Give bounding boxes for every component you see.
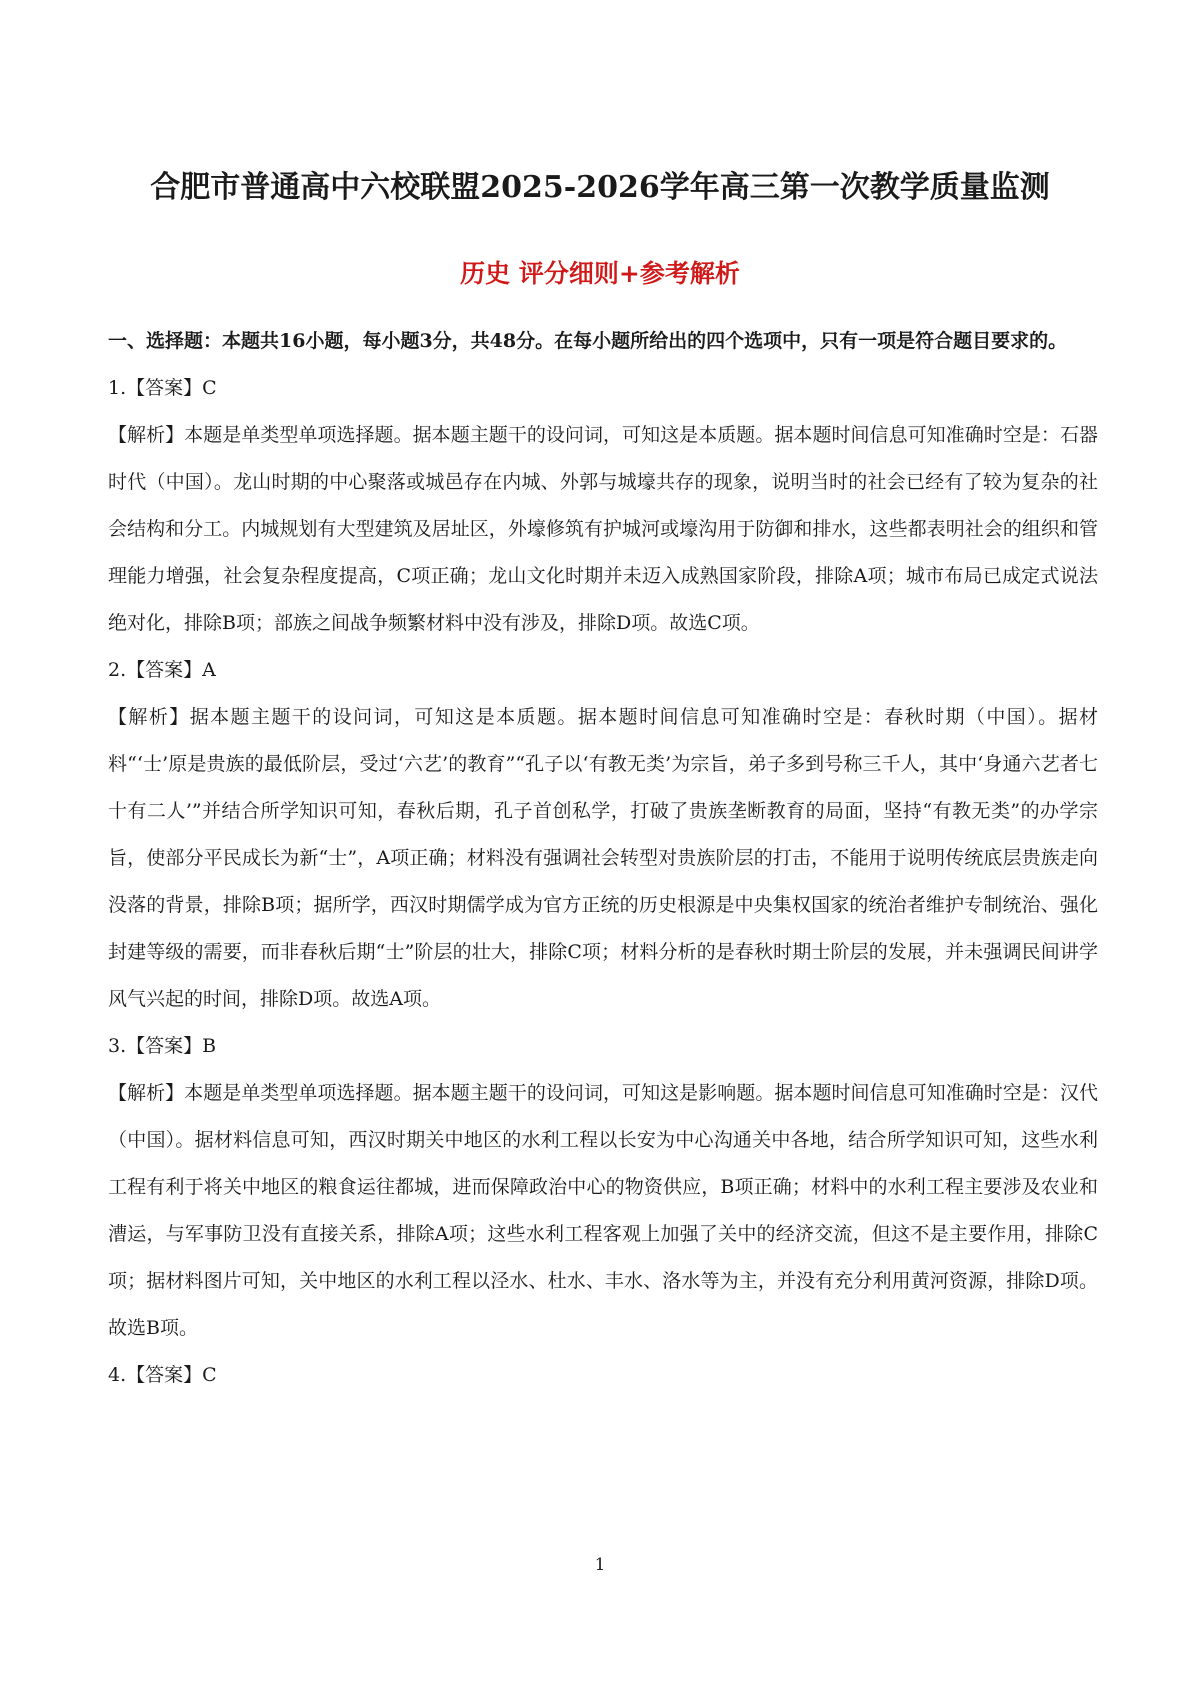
question-1-analysis: 【解析】本题是单类型单项选择题。据本题主题干的设问词，可知这是本质题。据本题时间信息可知准确时空是：石器时代（中国）。龙山时期的中心聚落或城邑存在内城、外郭与城壕共存的现象，说明当时的社会已经有了较为复杂的社会结构和分工。内城规划有大型建筑及居址区，外壕修筑有护城河或壕沟用于防御和排水，这些都表明社会的组织和管理能力增强，社会复杂程度提高，C项正确；龙山文化时期并未迈入成熟国家阶段，排除A项；城市布局已成定式说法绝对化，排除B项；部族之间战争频繁材料中没有涉及，排除D项。故选C项。 [108, 424, 1098, 634]
page-number: 1 [594, 1555, 606, 1575]
section-heading: 一、选择题：本题共16小题，每小题3分，共48分。在每小题所给出的四个选项中，只有一项是符合题目要求的。 [108, 330, 1068, 352]
question-2-answer: 2.【答案】A [108, 659, 216, 681]
question-1-answer: 1.【答案】C [108, 377, 217, 399]
page-title: 合肥市普通高中六校联盟2025-2026学年高三第一次教学质量监测 [150, 170, 1050, 205]
question-3-answer: 3.【答案】B [108, 1035, 217, 1057]
question-2-analysis: 【解析】据本题主题干的设问词，可知这是本质题。据本题时间信息可知准确时空是：春秋时期（中国）。据材料“‘士’原是贵族的最低阶层，受过‘六艺’的教育”“孔子以‘有教无类’为宗旨，弟子多到号称三千人，其中‘身通六艺者七十有二人’”并结合所学知识可知，春秋后期，孔子首创私学，打破了贵族垄断教育的局面，坚持“有教无类”的办学宗旨，使部分平民成长为新“士”，A项正确；材料没有强调社会转型对贵族阶层的打击，不能用于说明传统底层贵族走向没落的背景，排除B项；据所学，西汉时期儒学成为官方正统的历史根源是中央集权国家的统治者维护专制统治、强化封建等级的需要，而非春秋后期“士”阶层的壮大，排除C项；材料分析的是春秋时期士阶层的发展，并未强调民间讲学风气兴起的时间，排除D项。故选A项。 [108, 706, 1098, 1010]
document-body [108, 318, 1098, 1399]
page-subtitle: 历史 评分细则+参考解析 [460, 259, 740, 288]
question-4-answer: 4.【答案】C [108, 1364, 217, 1386]
question-3-analysis: 【解析】本题是单类型单项选择题。据本题主题干的设问词，可知这是影响题。据本题时间信息可知准确时空是：汉代（中国）。据材料信息可知，西汉时期关中地区的水利工程以长安为中心沟通关中各地，结合所学知识可知，这些水利工程有利于将关中地区的粮食运往都城，进而保障政治中心的物资供应，B项正确；材料中的水利工程主要涉及农业和漕运，与军事防卫没有直接关系，排除A项；这些水利工程客观上加强了关中的经济交流，但这不是主要作用，排除C项；据材料图片可知，关中地区的水利工程以泾水、杜水、丰水、洛水等为主，并没有充分利用黄河资源，排除D项。故选B项。 [108, 1082, 1098, 1339]
